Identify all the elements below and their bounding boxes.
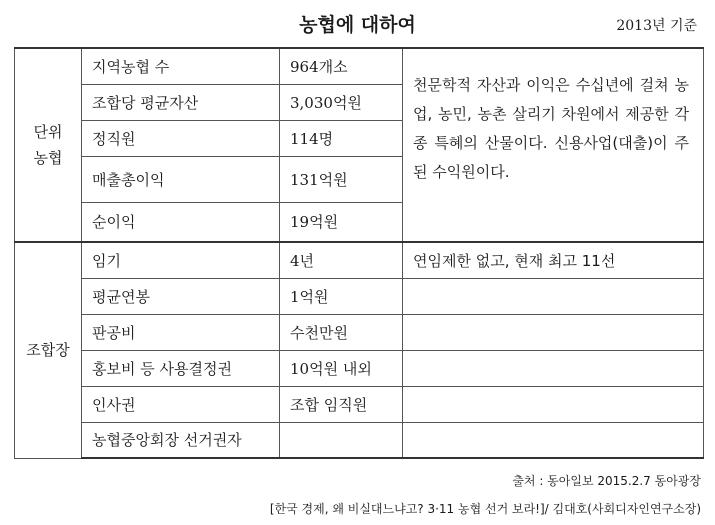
row-value: 10억원 내외: [280, 350, 403, 386]
row-item: 홍보비 등 사용결정권: [82, 350, 280, 386]
term-note: 연임제한 없고, 현재 최고 11선: [403, 242, 704, 278]
empty-note: [403, 386, 704, 422]
table-row: [15, 386, 704, 422]
table-row: [15, 242, 704, 278]
group-label-unit: [15, 48, 82, 242]
row-item: 인사권: [82, 386, 280, 422]
row-item: 지역농협 수: [82, 48, 280, 84]
row-item: 매출총이익: [82, 156, 280, 202]
empty-note: [403, 350, 704, 386]
row-value: 3,030억원: [280, 84, 403, 120]
row-item: 임기: [82, 242, 280, 278]
empty-note: [403, 314, 704, 350]
row-item: 판공비: [82, 314, 280, 350]
row-value: [280, 422, 403, 458]
source-caption: 출처 : 동아일보 2015.2.7 동아광장: [512, 474, 701, 488]
row-item: 평균연봉: [82, 278, 280, 314]
page-title: 농협에 대하여: [299, 14, 416, 36]
group-label-unit-text: 단위 농협: [33, 123, 63, 167]
row-item: 조합당 평균자산: [82, 84, 280, 120]
row-value: 1억원: [280, 278, 403, 314]
row-value: 수천만원: [280, 314, 403, 350]
unit-note: 천문학적 자산과 이익은 수십년에 걸쳐 농업, 농민, 농촌 살리기 차원에서 제공한 각종 특혜의 산물이다. 신용사업(대출)이 주된 수익원이다.: [403, 48, 704, 242]
table-row: [15, 314, 704, 350]
basis-year: 2013년 기준: [616, 18, 697, 34]
row-value: 114명: [280, 120, 403, 156]
row-value: 조합 임직원: [280, 386, 403, 422]
table-row: [15, 350, 704, 386]
table-row: [15, 48, 704, 84]
table-row: [15, 422, 704, 458]
row-value: 4년: [280, 242, 403, 278]
row-item: 순이익: [82, 202, 280, 242]
row-value: 964개소: [280, 48, 403, 84]
empty-note: [403, 278, 704, 314]
row-value: 131억원: [280, 156, 403, 202]
row-item: 농협중앙회장 선거권자: [82, 422, 280, 458]
empty-note: [403, 422, 704, 458]
group-label-union-head: 조합장: [15, 242, 82, 458]
table-row: [15, 278, 704, 314]
row-value: 19억원: [280, 202, 403, 242]
credit-caption: [한국 경제, 왜 비실대느냐고? 3·11 농협 선거 보라!]/ 김대호(사회디자인연구소장): [269, 502, 701, 516]
info-table: [14, 47, 704, 459]
row-item: 정직원: [82, 120, 280, 156]
